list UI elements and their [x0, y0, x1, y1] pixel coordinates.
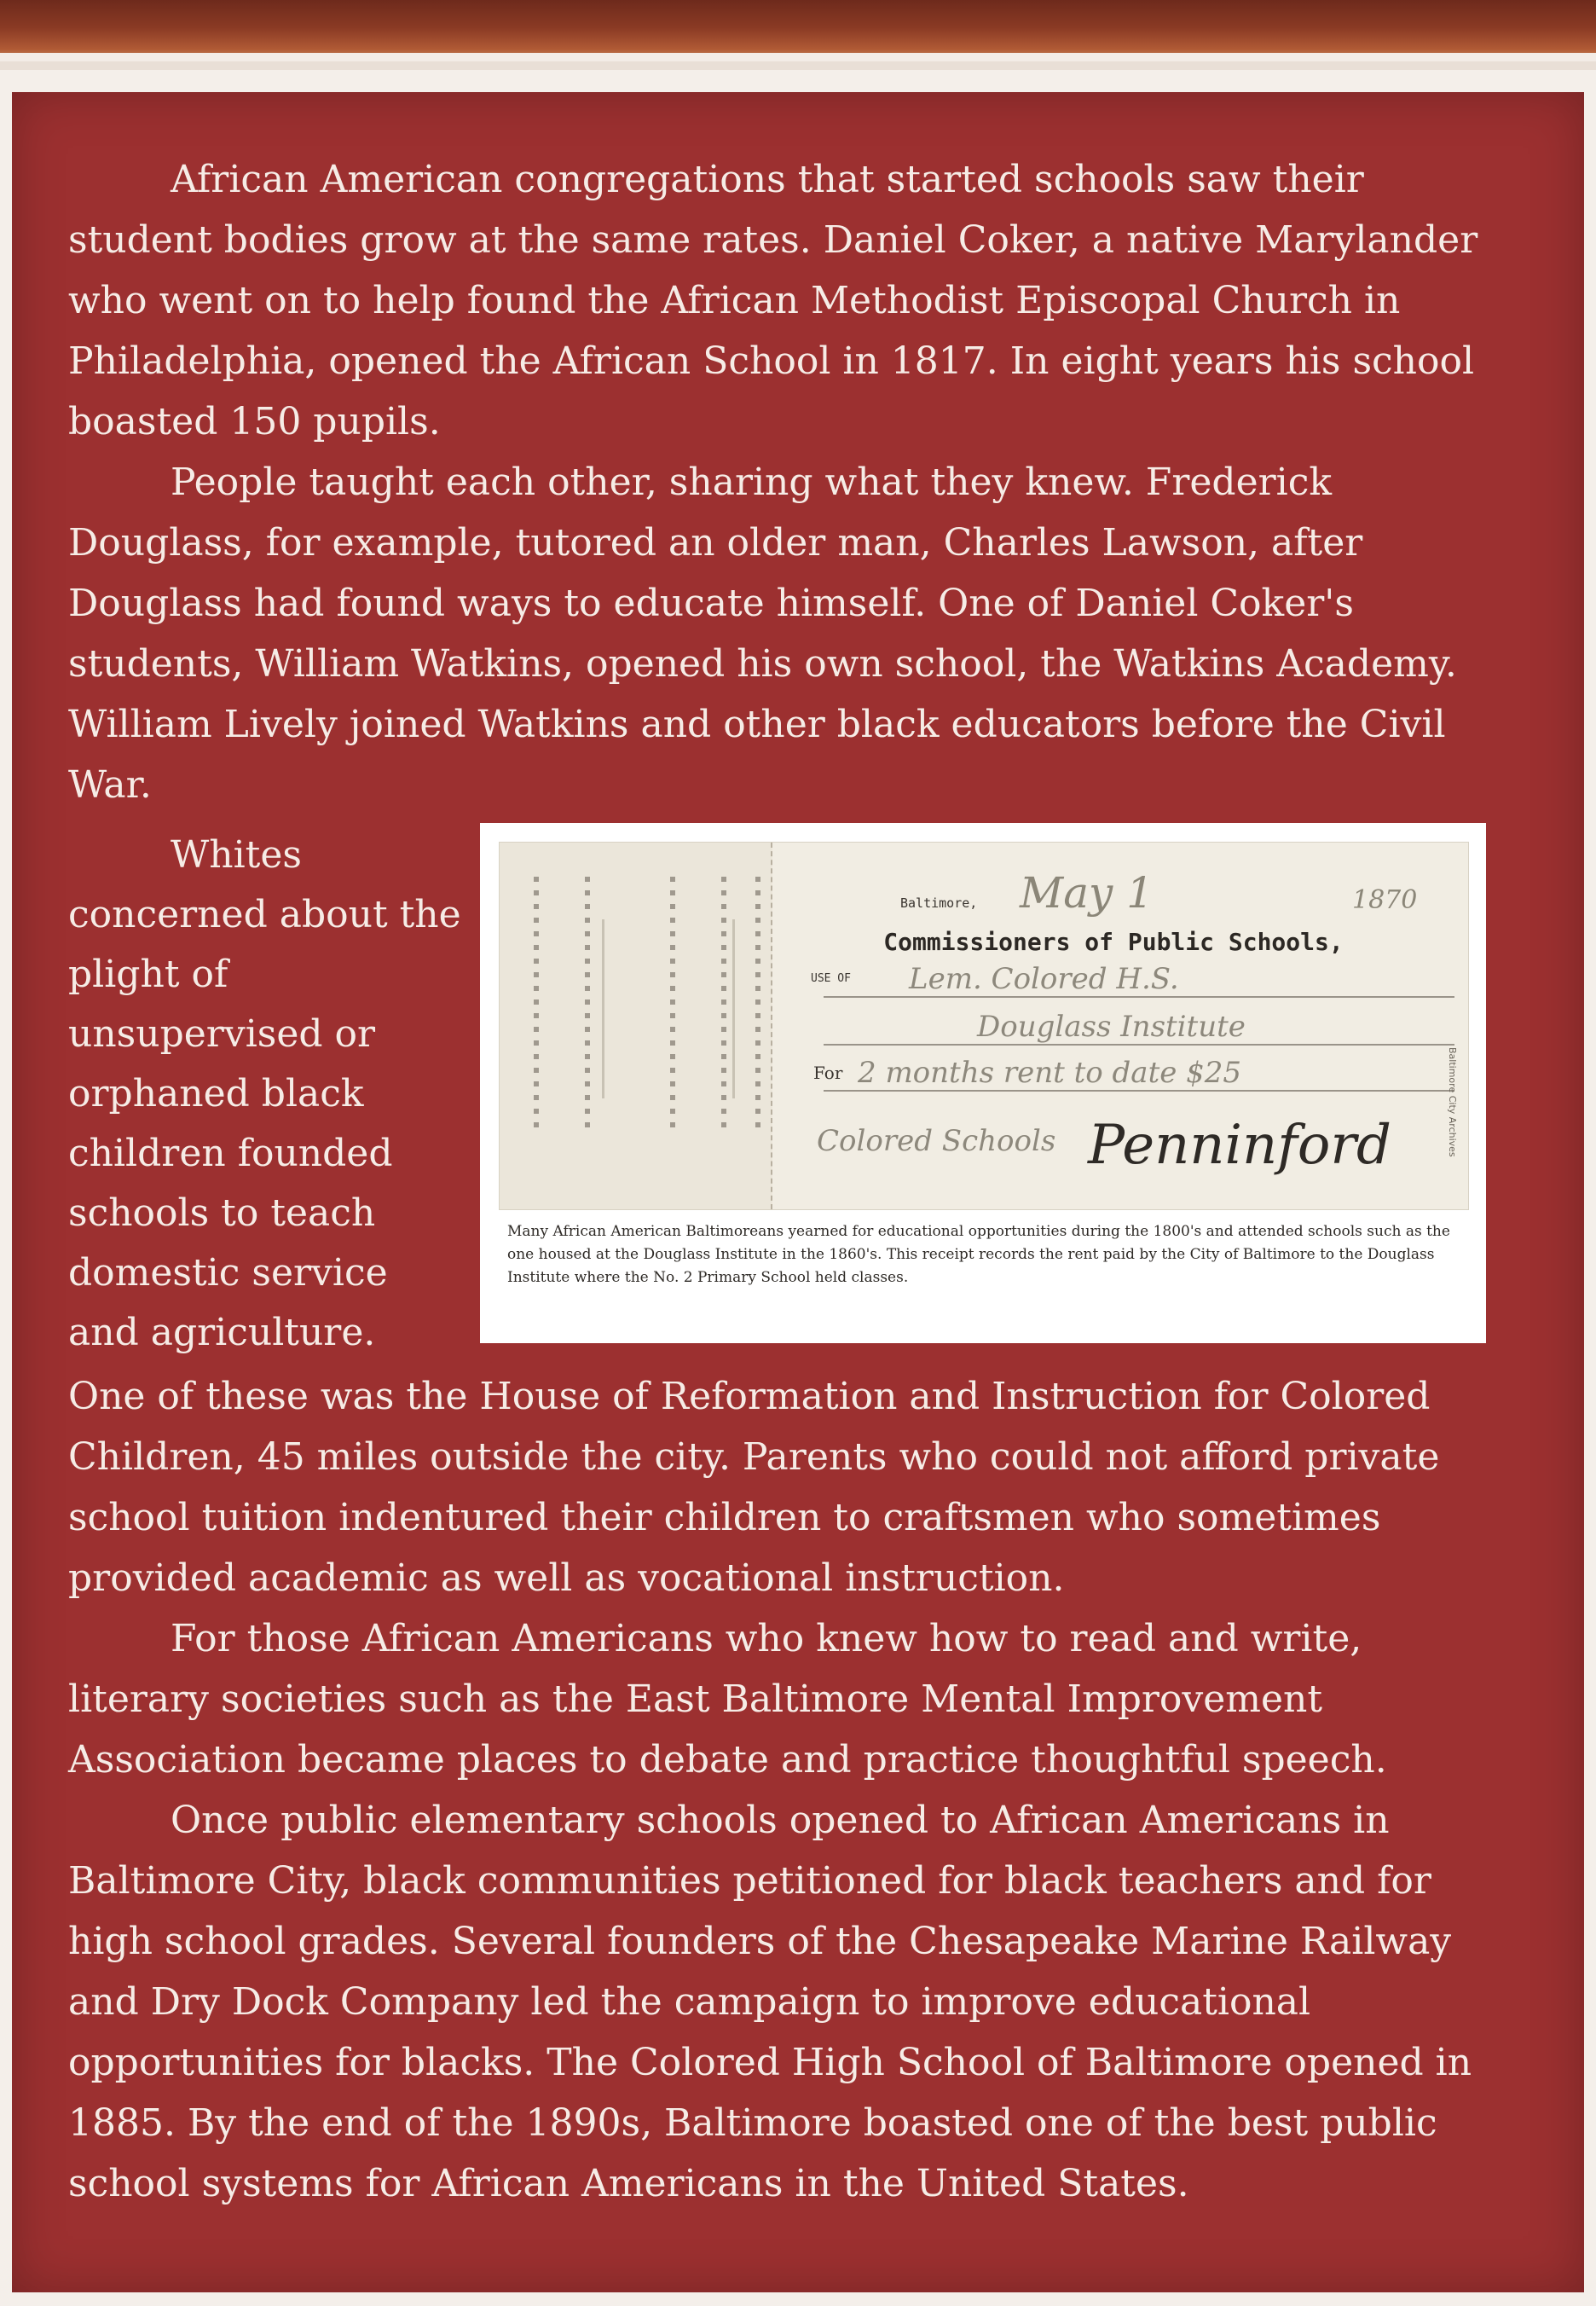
paragraph-public-schools: Once public elementary schools opened to African Americans in Baltimore City, black communities petitioned for black teachers and for high school grades. Several founders of the Chesapeake Marine Railway and Dry Dock Company led the campaign to improve educational opportunities for blacks. The Colored High School of Baltimore opened in 1885. By the end of the 1890s, Baltimore boasted one of the best public school systems for African Americans in the United States.	[68, 1799, 1472, 2205]
paragraph-coker: African American congregations that started schools saw their student bodies grow at the same rates. Daniel Coker, a native Marylander who went on to help found the African Methodist Episcopal Church in Philadelphia, opened the African School in 1817. In eight years his school boasted 150 pupils.	[68, 158, 1478, 443]
left-column-text	[68, 826, 469, 1363]
receipt-credit: Baltimore City Archives	[1447, 1047, 1458, 1157]
receipt-signature: Penninford	[1088, 1114, 1391, 1177]
paragraph-whites: Whites concerned about the plight of unsupervised or orphaned black children founded schools to teach domestic service and agriculture.	[68, 833, 461, 1354]
bottom-text-block	[68, 1366, 1509, 2214]
receipt-line-2: Douglass Institute	[977, 1010, 1246, 1044]
top-text-block	[68, 149, 1509, 815]
receipt-line-4: Colored Schools	[817, 1124, 1056, 1158]
receipt-heading: Commissioners of Public Schools,	[883, 928, 1344, 956]
receipt-for-label: For	[813, 1063, 843, 1083]
receipt-use-of: USE OF	[811, 972, 851, 985]
wooden-frame-top	[0, 0, 1596, 61]
receipt-date: May 1	[1020, 868, 1154, 918]
receipt-figure	[480, 823, 1486, 1343]
paragraph-douglass: People taught each other, sharing what they knew. Frederick Douglass, for example, tutored an older man, Charles Lawson, after Douglass had found ways to educate himself. One of Daniel Coker's students, William Watkins, opened his own school, the Watkins Academy. William Lively joined Watkins and other black educators before the Civil War.	[68, 461, 1457, 807]
receipt-line-3: 2 months rent to date $25	[858, 1056, 1242, 1090]
receipt-caption: Many African American Baltimoreans yearned for educational opportunities during the 1800's and attended schools such as the one housed at the Douglass Institute in the 1860's. This receipt records the rent paid by the City of Baltimore to the Douglass Institute where the No. 2 Primary School held classes.	[507, 1223, 1450, 1286]
receipt-stub	[500, 843, 772, 1209]
receipt-image	[499, 842, 1469, 1210]
paragraph-literary: For those African Americans who knew how to read and write, literary societies such as the East Baltimore Mental Improvement Association became places to debate and practice thoughtful speech.	[68, 1617, 1387, 1782]
receipt-year: 1870	[1352, 885, 1418, 915]
receipt-place: Baltimore,	[900, 895, 978, 911]
paragraph-reformation: One of these was the House of Reformation and Instruction for Colored Children, 45 miles outside the city. Parents who could not afford private school tuition indentured their children to craftsmen who sometimes provided academic as well as vocational instruction.	[68, 1375, 1440, 1600]
receipt-line-1: Lem. Colored H.S.	[909, 962, 1179, 996]
